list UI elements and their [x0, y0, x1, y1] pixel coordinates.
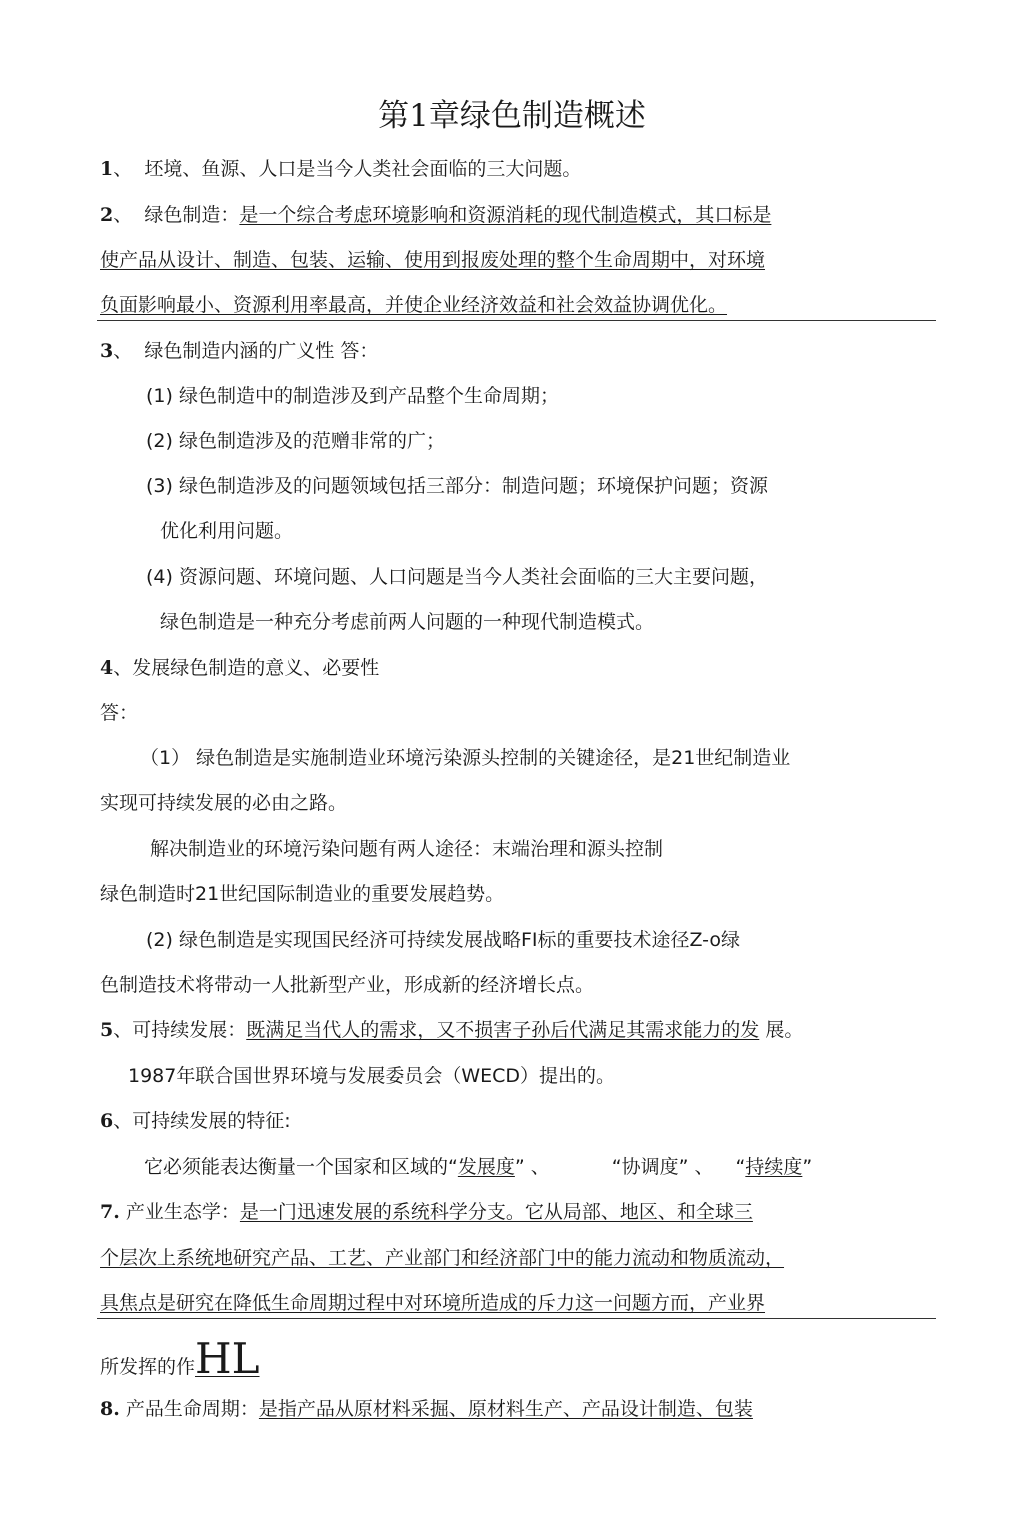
item-7 [100, 1200, 753, 1224]
item-3-number: 3 [100, 340, 114, 362]
divider-rule-2 [97, 1318, 936, 1319]
item-3-sub-4: (4) 资源问题、环境问题、人口问题是当今人类社会面临的三大主要问题， [146, 566, 768, 588]
feature-development: 发展度 [457, 1156, 515, 1178]
feature-sustainability: 持续度 [745, 1156, 803, 1178]
item-4-heading: 、发展绿色制造的意义、必要性 [113, 657, 380, 679]
item-2-definition: 是一个综合考虑环境影响和资源消耗的现代制造模式，其口标是 [239, 204, 772, 226]
item-3-heading: 绿色制造内涵的广义性 答： [144, 340, 379, 362]
item-8-term: 产品生命周期： [125, 1398, 259, 1420]
item-7-number: 7. [100, 1201, 120, 1223]
item-4-para-1-cont: 实现可持续发展的必由之路。 [100, 792, 348, 814]
item-2-term: 绿色制造： [144, 204, 240, 226]
item-3: 3、 绿色制造内涵的广义性 答： [100, 340, 379, 362]
item-5-definition: 既满足当代人的需求，又不损害子孙后代满足其需求能力的发 [246, 1019, 760, 1041]
item-4-para-4: (2) 绿色制造是实现国民经济可持续发展战略FI标的重要技术途径Z-o绿 [146, 929, 741, 951]
item-5-number: 5 [100, 1019, 114, 1041]
item-4-para-4-cont: 色制造技术将带动一人批新型产业，形成新的经济增长点。 [100, 974, 595, 996]
item-1-text: 坯境、鱼源、人口是当今人类社会面临的三大问题。 [144, 158, 582, 180]
item-5: 5、可持续发展：既满足当代人的需求，又不损害子孙后代满足其需求能力的发 展。 [100, 1019, 804, 1041]
item-6-features: 它必须能表达衡量一个国家和区域的“发展度” 、 “协调度” 、 “持续度” [144, 1156, 813, 1178]
item-1: 1、 坯境、鱼源、人口是当今人类社会面临的三大问题。 [100, 158, 582, 180]
item-6 [100, 1109, 291, 1133]
page-title: 第1章绿色制造概述 [378, 98, 646, 134]
item-4-para-3: 绿色制造时21世纪国际制造业的重要发展趋势。 [100, 883, 505, 905]
item-3-sub-3: (3) 绿色制造涉及的问题领域包括三部分：制造问题；环境保护问题；资源 [146, 475, 768, 497]
item-4 [100, 656, 379, 680]
item-3-sub-1: (1) 绿色制造中的制造涉及到产品整个生命周期； [146, 385, 559, 407]
item-8-definition: 是指产品从原材料采掘、原材料生产、产品设计制造、包装 [258, 1398, 753, 1420]
item-7-line-3: 具焦点是研究在降低生命周期过程中对环境所造成的斥力这一问题方而，产业界 [100, 1292, 766, 1314]
item-3-sub-2: (2) 绿色制造涉及的范赠非常的广； [146, 430, 445, 452]
item-1-number: 1 [100, 158, 114, 180]
item-2-line-2: 使产品从设计、制造、包装、运输、使用到报废处理的整个生命周期中，对环境 [100, 249, 766, 271]
divider-rule [97, 320, 936, 321]
item-2: 2、 绿色制造：是一个综合考虑环境影响和资源消耗的现代制造模式，其口标是 [100, 204, 772, 226]
item-5-note: 1987年联合国世界环境与发展委员会（WECD）提出的。 [128, 1065, 616, 1087]
item-4-number: 4 [100, 657, 114, 679]
item-8-number: 8. [100, 1398, 120, 1420]
item-3-sub-3-cont: 优化利用问题。 [160, 520, 294, 542]
item-7-term: 产业生态学： [125, 1201, 240, 1223]
item-4-para-2: 解决制造业的环境污染问题有两人途径：末端治理和源头控制 [150, 838, 664, 860]
item-7-large-glyphs: HL [195, 1334, 260, 1383]
item-2-line-3: 负面影响最小、资源利用率最高，并使企业经济效益和社会效益协调优化。 [100, 294, 728, 316]
item-6-number: 6 [100, 1110, 114, 1132]
feature-coordination: “协调度” [611, 1156, 689, 1178]
item-7-line-4: 所发挥的作HL [100, 1334, 260, 1383]
item-7-line-2: 个层次上系统地研究产品、工艺、产业部门和经济部门中的能力流动和物质流动， [100, 1247, 785, 1269]
item-6-heading: 、可持续发展的特征: [113, 1110, 291, 1132]
item-5-term: 、可持续发展： [113, 1019, 247, 1041]
item-4-answer-label: 答： [100, 702, 139, 724]
item-4-para-1: （1） 绿色制造是实施制造业环境污染源头控制的关键途径，是21世纪制造业 [140, 747, 791, 769]
item-7-definition: 是一门迅速发展的系统科学分支。它从局部、地区、和全球三 [239, 1201, 753, 1223]
item-2-number: 2 [100, 204, 114, 226]
item-3-sub-4-cont: 绿色制造是一种充分考虑前两人问题的一种现代制造模式。 [160, 611, 655, 633]
item-8 [100, 1397, 753, 1421]
